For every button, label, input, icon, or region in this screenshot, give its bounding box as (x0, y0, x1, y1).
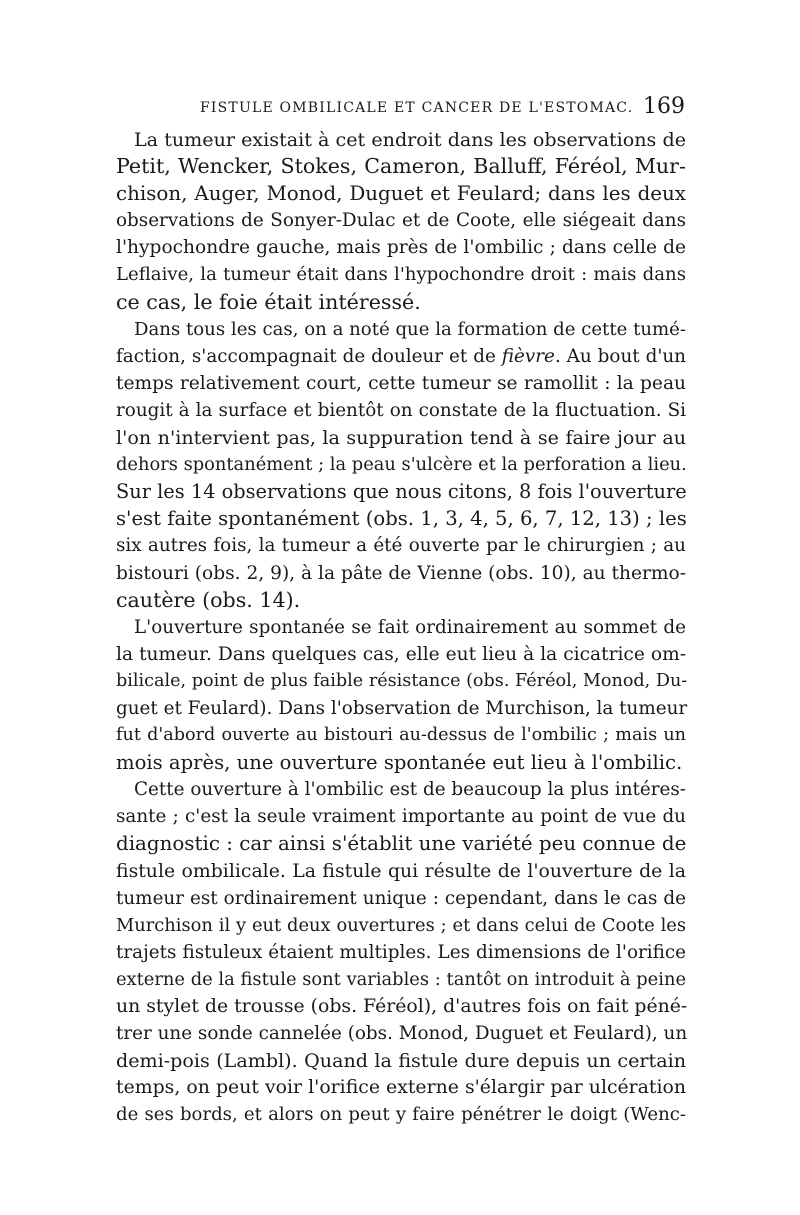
italic-word: fièvre (501, 345, 555, 367)
text-line: trajets fistuleux étaient multiples. Les dimensions de l'orifice (116, 941, 686, 963)
text-line: Dans tous les cas, on a noté que la formation de cette tumé- (134, 318, 686, 340)
text-line: Sur les 14 observations que nous citons, 8 fois l'ouverture (116, 480, 687, 504)
text-line: Petit, Wencker, Stokes, Cameron, Balluff, Féréol, Mur- (116, 154, 686, 179)
page-number: 169 (643, 94, 685, 119)
text-segment: . Au bout d'un (554, 345, 686, 367)
text-line: L'ouverture spontanée se fait ordinairement au sommet de (134, 616, 686, 638)
text-line: six autres fois, la tumeur a été ouverte par le chirurgien ; au (116, 535, 686, 557)
text-line: rougit à la surface et bientôt on constate de la fluctuation. Si (116, 399, 686, 421)
text-line: l'on n'intervient pas, la suppuration tend à se faire jour au (116, 426, 686, 450)
text-line: tumeur est ordinairement unique : cependant, dans le cas de (116, 887, 686, 909)
text-line: fut d'abord ouverte au bistouri au-dessus de l'ombilic ; mais un (116, 725, 686, 746)
text-line: guet et Feulard). Dans l'observation de Murchison, la tumeur (116, 697, 688, 719)
text-line: Leflaive, la tumeur était dans l'hypochondre droit : mais dans (116, 264, 686, 286)
text-segment: faction, s'accompagnait de douleur et de (116, 345, 502, 367)
text-line: diagnostic : car ainsi s'établit une variété peu connue de (116, 832, 687, 856)
text-line: un stylet de trousse (obs. Féréol), d'autres fois on fait péné- (116, 996, 688, 1017)
text-line: observations de Sonyer-Dulac et de Coote, elle siégeait dans (116, 210, 686, 232)
text-line: bistouri (obs. 2, 9), à la pâte de Vienne (obs. 10), au thermo- (116, 562, 686, 584)
page-header (180, 96, 685, 126)
text-line: externe de la fistule sont variables : tantôt on introduit à peine (116, 968, 686, 990)
text-line: dehors spontanément ; la peau s'ulcère et la perforation a lieu. (116, 454, 687, 476)
text-line: cautère (obs. 14). (116, 587, 301, 612)
text-line: Cette ouverture à l'ombilic est de beaucoup la plus intéres- (134, 779, 686, 801)
text-line: fistule ombilicale. La fistule qui résulte de l'ouverture de la (116, 860, 686, 882)
text-line: demi-pois (Lambl). Quand la fistule dure depuis un certain (116, 1049, 686, 1073)
text-line: trer une sonde cannelée (obs. Monod, Duguet et Feulard), un (116, 1023, 688, 1045)
text-line: bilicale, point de plus faible résistance (obs. Féréol, Monod, Du- (116, 670, 688, 691)
text-line: sante ; c'est la seule vraiment importante au point de vue du (116, 806, 686, 828)
text-line: Murchison il y eut deux ouvertures ; et dans celui de Coote les (116, 914, 686, 936)
text-line-with-italic (116, 343, 686, 370)
text-line: de ses bords, et alors on peut y faire pénétrer le doigt (Wenc- (116, 1104, 686, 1126)
text-line: temps relativement court, cette tumeur se ramollit : la peau (116, 372, 686, 394)
text-line: la tumeur. Dans quelques cas, elle eut lieu à la cicatrice om- (116, 643, 686, 665)
text-line: La tumeur existait à cet endroit dans les observations de (134, 128, 686, 151)
text-line: s'est faite spontanément (obs. 1, 3, 4, 5, 6, 7, 12, 13) ; les (116, 507, 687, 531)
text-line: chison, Auger, Monod, Duguet et Feulard; dans les deux (116, 182, 686, 206)
text-line: l'hypochondre gauche, mais près de l'ombilic ; dans celle de (116, 237, 686, 259)
running-title: FISTULE OMBILICALE ET CANCER DE L'ESTOMAC. (200, 100, 634, 116)
body-text (116, 126, 686, 1128)
text-line: temps, on peut voir l'orifice externe s'élargir par ulcération (116, 1077, 686, 1099)
text-line: ce cas, le foie était intéressé. (116, 289, 421, 314)
text-line: mois après, une ouverture spontanée eut lieu à l'ombilic. (116, 751, 683, 775)
